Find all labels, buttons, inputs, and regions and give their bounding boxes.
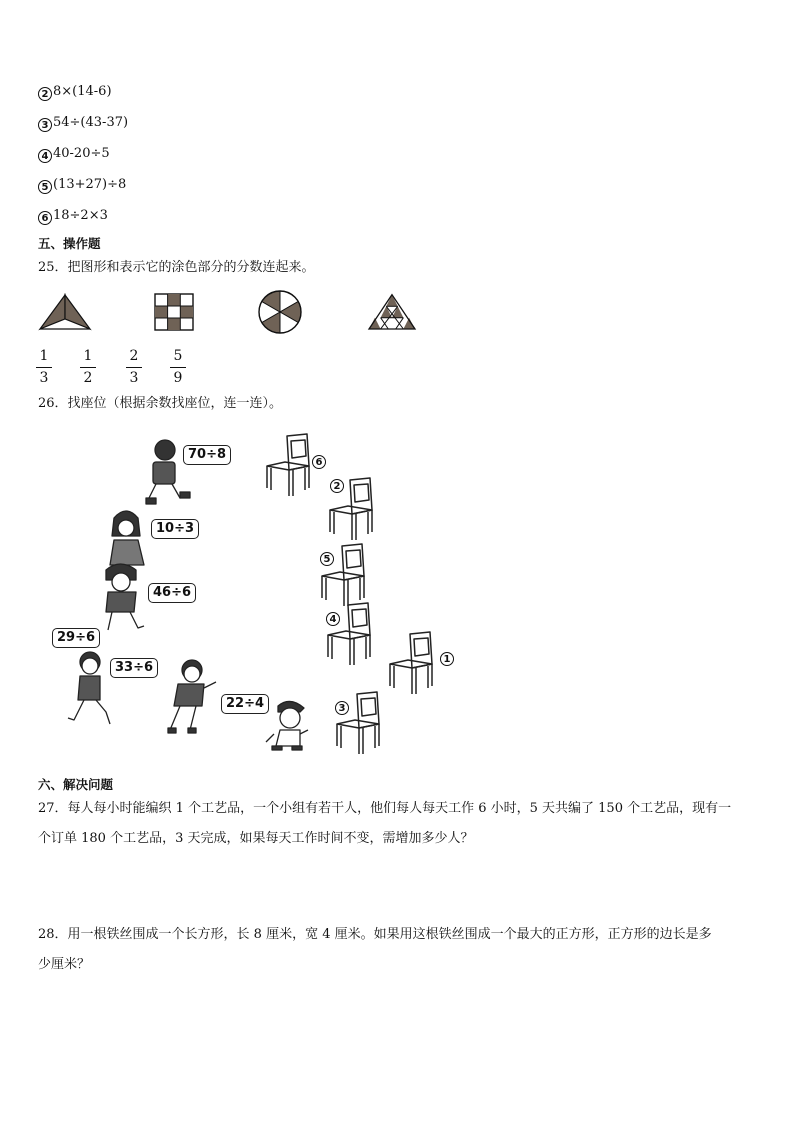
expression-item [38, 115, 128, 132]
circle-sixths-shape [257, 290, 303, 334]
question-27 [38, 794, 731, 854]
seat-number: 3 [335, 701, 349, 715]
speech-bubble: 46÷6 [148, 583, 196, 603]
item-number-circle: 3 [38, 118, 52, 132]
grid-nine-shape [154, 293, 194, 331]
question-28 [38, 920, 712, 980]
expression-item [38, 177, 126, 194]
seat-number: 5 [320, 552, 334, 566]
fraction-numerator: 5 [173, 348, 183, 364]
fraction-bar [170, 367, 186, 368]
seat-number: 1 [440, 652, 454, 666]
expression-item [38, 84, 112, 101]
fraction-denominator: 3 [39, 370, 49, 386]
fraction [126, 348, 142, 387]
item-number-circle: 2 [38, 87, 52, 101]
expression-text: 54÷(43-37) [53, 115, 129, 130]
question-28-line: 28．用一根铁丝围成一个长方形，长 8 厘米，宽 4 厘米。如果用这根铁丝围成一个最大的正方形，正方形的边长是多 [38, 927, 712, 942]
expression-text: 8×(14-6) [53, 84, 112, 99]
chair-icon [324, 601, 374, 667]
speech-bubble: 70÷8 [183, 445, 231, 465]
triangle-thirds-shape [38, 293, 92, 331]
fraction-denominator: 2 [83, 370, 93, 386]
child-figure [266, 701, 308, 750]
child-figure [106, 564, 144, 630]
speech-bubble: 22÷4 [221, 694, 269, 714]
fraction-bar [126, 367, 142, 368]
fraction [80, 348, 96, 387]
child-figure [68, 652, 110, 724]
question-27-line: 个订单 180 个工艺品，3 天完成，如果每天工作时间不变，需增加多少人？ [38, 831, 474, 846]
expression-text: 18÷2×3 [53, 208, 108, 223]
seat-number: 6 [312, 455, 326, 469]
fraction-numerator: 1 [39, 348, 49, 364]
seat-number: 2 [330, 479, 344, 493]
chair-icon [333, 690, 383, 756]
expression-text: (13+27)÷8 [53, 177, 127, 192]
item-number-circle: 5 [38, 180, 52, 194]
question-26: 26．找座位（根据余数找座位，连一连）。 [38, 396, 283, 411]
expression-text: 40-20÷5 [53, 146, 110, 161]
fraction-bar [80, 367, 96, 368]
fraction [36, 348, 52, 387]
speech-bubble: 29÷6 [52, 628, 100, 648]
speech-bubble: 33÷6 [110, 658, 158, 678]
section-heading: 五、操作题 [38, 236, 101, 251]
question-28-line: 少厘米？ [38, 957, 91, 972]
child-figure [168, 660, 216, 733]
fraction-numerator: 1 [83, 348, 93, 364]
fraction-denominator: 3 [129, 370, 139, 386]
question-25: 25．把图形和表示它的涂色部分的分数连起来。 [38, 260, 315, 275]
triangle-ninths-shape [367, 293, 417, 331]
item-number-circle: 4 [38, 149, 52, 163]
chair-icon [263, 432, 313, 498]
chair-icon [386, 630, 436, 696]
item-number-circle: 6 [38, 211, 52, 225]
fraction-numerator: 2 [129, 348, 139, 364]
child-figure [110, 511, 144, 565]
fraction-denominator: 9 [173, 370, 183, 386]
expression-item [38, 146, 110, 163]
expression-item [38, 208, 108, 225]
fraction-bar [36, 367, 52, 368]
speech-bubble: 10÷3 [151, 519, 199, 539]
fraction [170, 348, 186, 387]
seat-number: 4 [326, 612, 340, 626]
question-27-line: 27．每人每小时能编织 1 个工艺品，一个小组有若干人，他们每人每天工作 6 小时，5 天共编了 150 个工艺品，现有一 [38, 801, 732, 816]
section-heading: 六、解决问题 [38, 777, 114, 792]
